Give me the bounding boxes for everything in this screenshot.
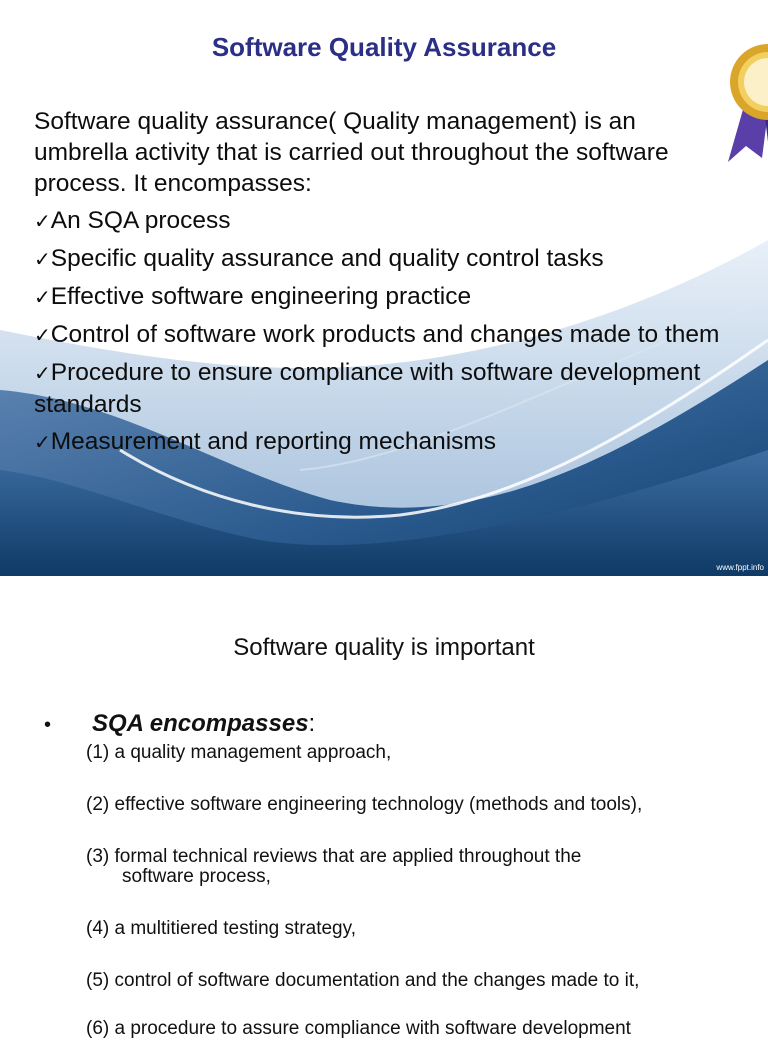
checklist-item-continuation: standards — [34, 391, 142, 418]
checklist-item: ✓Effective software engineering practice — [34, 283, 472, 310]
list-item: (6) a procedure to assure compliance with software development — [86, 1018, 631, 1039]
section-heading: SQA encompasses: — [92, 710, 316, 737]
checklist-item: ✓Control of software work products and changes made to them — [34, 321, 720, 348]
bullet-icon: • — [44, 714, 52, 736]
slide-title: Software quality is important — [233, 634, 535, 661]
checklist-item: ✓Specific quality assurance and quality control tasks — [34, 245, 604, 272]
list-item-continuation: software process, — [122, 866, 271, 887]
footer-url: www.fppt.info — [716, 563, 764, 572]
list-item: (1) a quality management approach, — [86, 742, 392, 763]
check-icon: ✓ — [34, 247, 51, 271]
checklist-item: ✓Procedure to ensure compliance with software development — [34, 359, 701, 386]
slide-2 — [0, 576, 768, 1039]
list-item: (5) control of software documentation and the changes made to it, — [86, 970, 640, 991]
intro-line: process. It encompasses: — [34, 170, 312, 197]
list-item: (4) a multitiered testing strategy, — [86, 918, 356, 939]
check-icon: ✓ — [34, 209, 51, 233]
intro-line: Software quality assurance( Quality management) is an — [34, 108, 636, 135]
check-icon: ✓ — [34, 285, 51, 309]
checklist-item: ✓Measurement and reporting mechanisms — [34, 428, 497, 455]
check-icon: ✓ — [34, 323, 51, 347]
list-item: (3) formal technical reviews that are applied throughout the — [86, 846, 582, 867]
check-icon: ✓ — [34, 430, 51, 454]
intro-line: umbrella activity that is carried out throughout the software — [34, 139, 669, 166]
list-item: (2) effective software engineering technology (methods and tools), — [86, 794, 643, 815]
slide-title: Software Quality Assurance — [211, 32, 557, 62]
check-icon: ✓ — [34, 361, 51, 385]
checklist-item: ✓An SQA process — [34, 207, 231, 234]
slide-body — [34, 106, 764, 458]
